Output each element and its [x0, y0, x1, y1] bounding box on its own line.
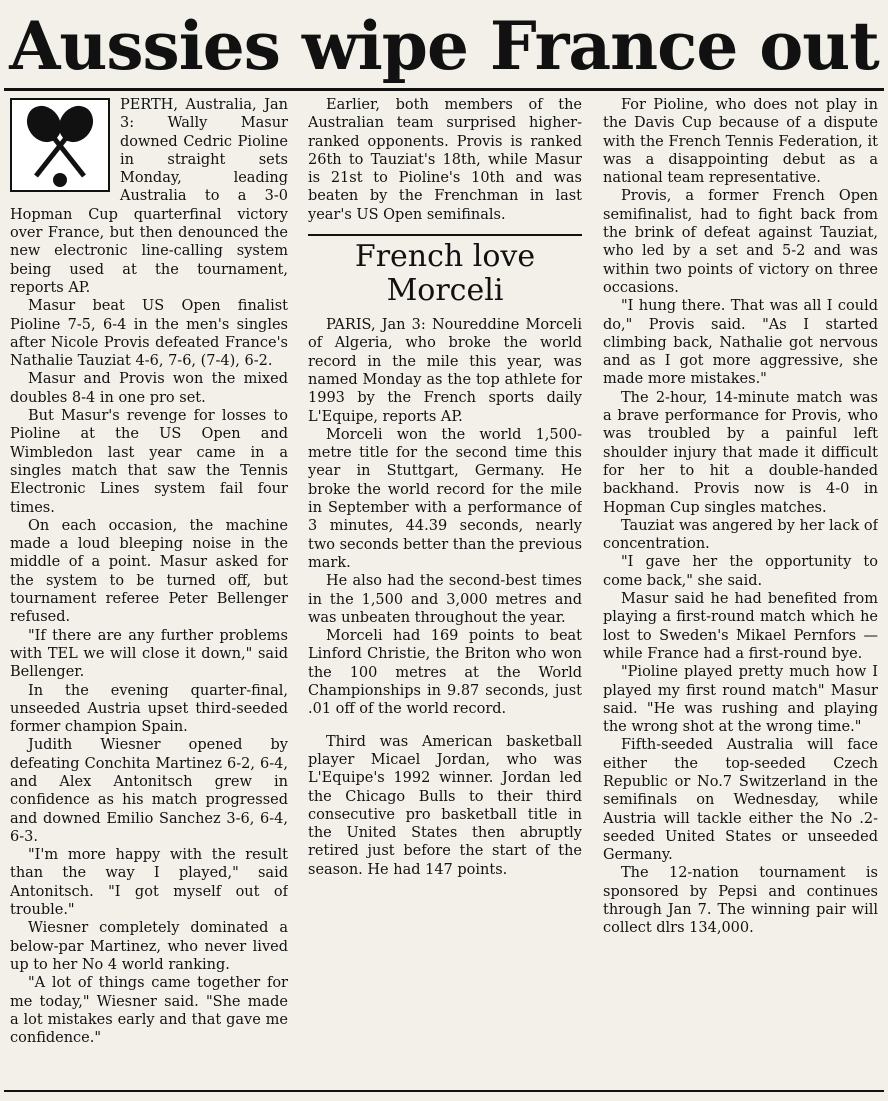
story1-paragraph: PERTH, Australia, Jan 3: Wally Masur downed Cedric Pioline in straight sets Monday, leading Australia to a 3-0 Hopman Cup quarterfinal victory over France, but then denounced the new electronic line-calling system being used at the tournament, reports AP. [10, 97, 288, 296]
story1-paragraph: Provis, a former French Open semifinalist, had to fight back from the brink of defeat against Tauziat, who led by a set and 5-2 and was within two points of victory on three occasions. [603, 188, 878, 296]
story1-paragraph: Wiesner completely dominated a below-par Martinez, who never lived up to her No 4 world ranking. [10, 920, 288, 973]
story1-paragraph: But Masur's revenge for losses to Pioline at the US Open and Wimbledon last year came in a singles match that saw the Tennis Electronic Lines system fail four times. [10, 408, 288, 516]
story1-paragraph: For Pioline, who does not play in the Davis Cup because of a dispute with the French Tennis Federation, it was a disappointing debut as a national team representative. [603, 97, 878, 187]
story1-paragraph: "I gave her the opportunity to come back," she said. [603, 554, 878, 589]
story1-paragraph: The 2-hour, 14-minute match was a brave performance for Provis, who was troubled by a painful left shoulder injury that made it difficult for her to hit a double-handed backhand. Provis now is 4-0 in Hopman Cup singles matches. [603, 389, 878, 516]
story1-paragraph: "A lot of things came together for me today," Wiesner said. "She made a lot mistakes early and that gave me confidence." [10, 975, 288, 1047]
story2-paragraph: PARIS, Jan 3: Noureddine Morceli of Algeria, who broke the world record in the mile this year, was named Monday as the top athlete for 1993 by the French sports daily L'Equipe, reports AP. [308, 317, 582, 425]
column-3 [603, 96, 878, 1086]
column-1 [10, 96, 288, 1086]
headline-rule [4, 88, 884, 91]
story1-paragraph: "If there are any further problems with TEL we will close it down," said Bellenger. [10, 627, 288, 681]
story1-paragraph: "I hung there. That was all I could do," Provis said. "As I started climbing back, Nathalie got nervous and as I got more aggressive, she made more mistakes." [603, 298, 878, 388]
story1-paragraph: On each occasion, the machine made a loud bleeping noise in the middle of a point. Masur asked for the system to be turned off, but tournament referee Peter Bellenger refused. [10, 517, 288, 626]
main-headline: Aussies wipe France out [9, 7, 879, 85]
story1-paragraph: "Pioline played pretty much how I played my first round match" Masur said. "He was rushing and playing the wrong shot at the wrong time." [603, 664, 878, 736]
story1-paragraph: Tauziat was angered by her lack of concentration. [603, 517, 878, 553]
story2-paragraph: Morceli had 169 points to beat Linford Christie, the Briton who won the 100 metres at the World Championships in 9.87 seconds, just .01 off of the world record. [308, 628, 582, 718]
story2-paragraph: He also had the second-best times in the 1,500 and 3,000 metres and was unbeaten throughout the year. [308, 573, 582, 626]
story1-paragraph: Fifth-seeded Australia will face either the top-seeded Czech Republic or No.7 Switzerland in the semifinals on Wednesday, while Austria will tackle either the No .2-seeded United States or unseeded Germany. [603, 737, 878, 864]
story1-paragraph: The 12-nation tournament is sponsored by Pepsi and continues through Jan 7. The winning pair will collect dlrs 134,000. [603, 865, 878, 937]
story1-paragraph: Masur beat US Open finalist Pioline 7-5, 6-4 in the men's singles after Nicole Provis defeated France's Nathalie Tauziat 4-6, 7-6, (7-4), 6-2. [10, 298, 288, 370]
paragraph-gap [308, 719, 582, 733]
story2-paragraph: Third was American basketball player Micael Jordan, who was L'Equipe's 1992 winner. Jordan led the Chicago Bulls to their third consecutive pro basketball title in the United States then abruptly retired just before the start of the season. He had 147 points. [308, 733, 582, 878]
story1-paragraph: Masur said he had benefited from playing a first-round match which he lost to Sweden's Mikael Pernfors — while France had a first-round bye. [603, 591, 878, 662]
story1-paragraph: Masur and Provis won the mixed doubles 8-4 in one pro set. [10, 371, 288, 406]
story1-paragraph: "I'm more happy with the result than the way I played," said Antonitsch. "I got myself out of trouble." [10, 847, 288, 919]
story1-paragraph: In the evening quarter-final, unseeded Austria upset third-seeded former champion Spain. [10, 682, 288, 736]
sub-headline: French love Morceli [308, 234, 582, 308]
tennis-rackets-icon [10, 98, 110, 192]
story1-paragraph: Judith Wiesner opened by defeating Conchita Martinez 6-2, 6-4, and Alex Antonitsch grew in confidence as his match progressed and downed Emilio Sanchez 3-6, 6-4, 6-3. [10, 737, 288, 845]
story1-paragraph: Earlier, both members of the Australian team surprised higher-ranked opponents. Provis is ranked 26th to Tauziat's 18th, while Masur is 21st to Pioline's 10th and was beaten by the Frenchman in last year's US Open semifinals. [308, 97, 582, 223]
column-2 [308, 96, 582, 1086]
bottom-rule [4, 1090, 884, 1092]
story2-paragraph: Morceli won the world 1,500-metre title for the second time this year in Stuttgart, Germany. He broke the world record for the mile in September with a performance of 3 minutes, 44.39 seconds, nearly two seconds better than the previous mark. [308, 426, 582, 571]
